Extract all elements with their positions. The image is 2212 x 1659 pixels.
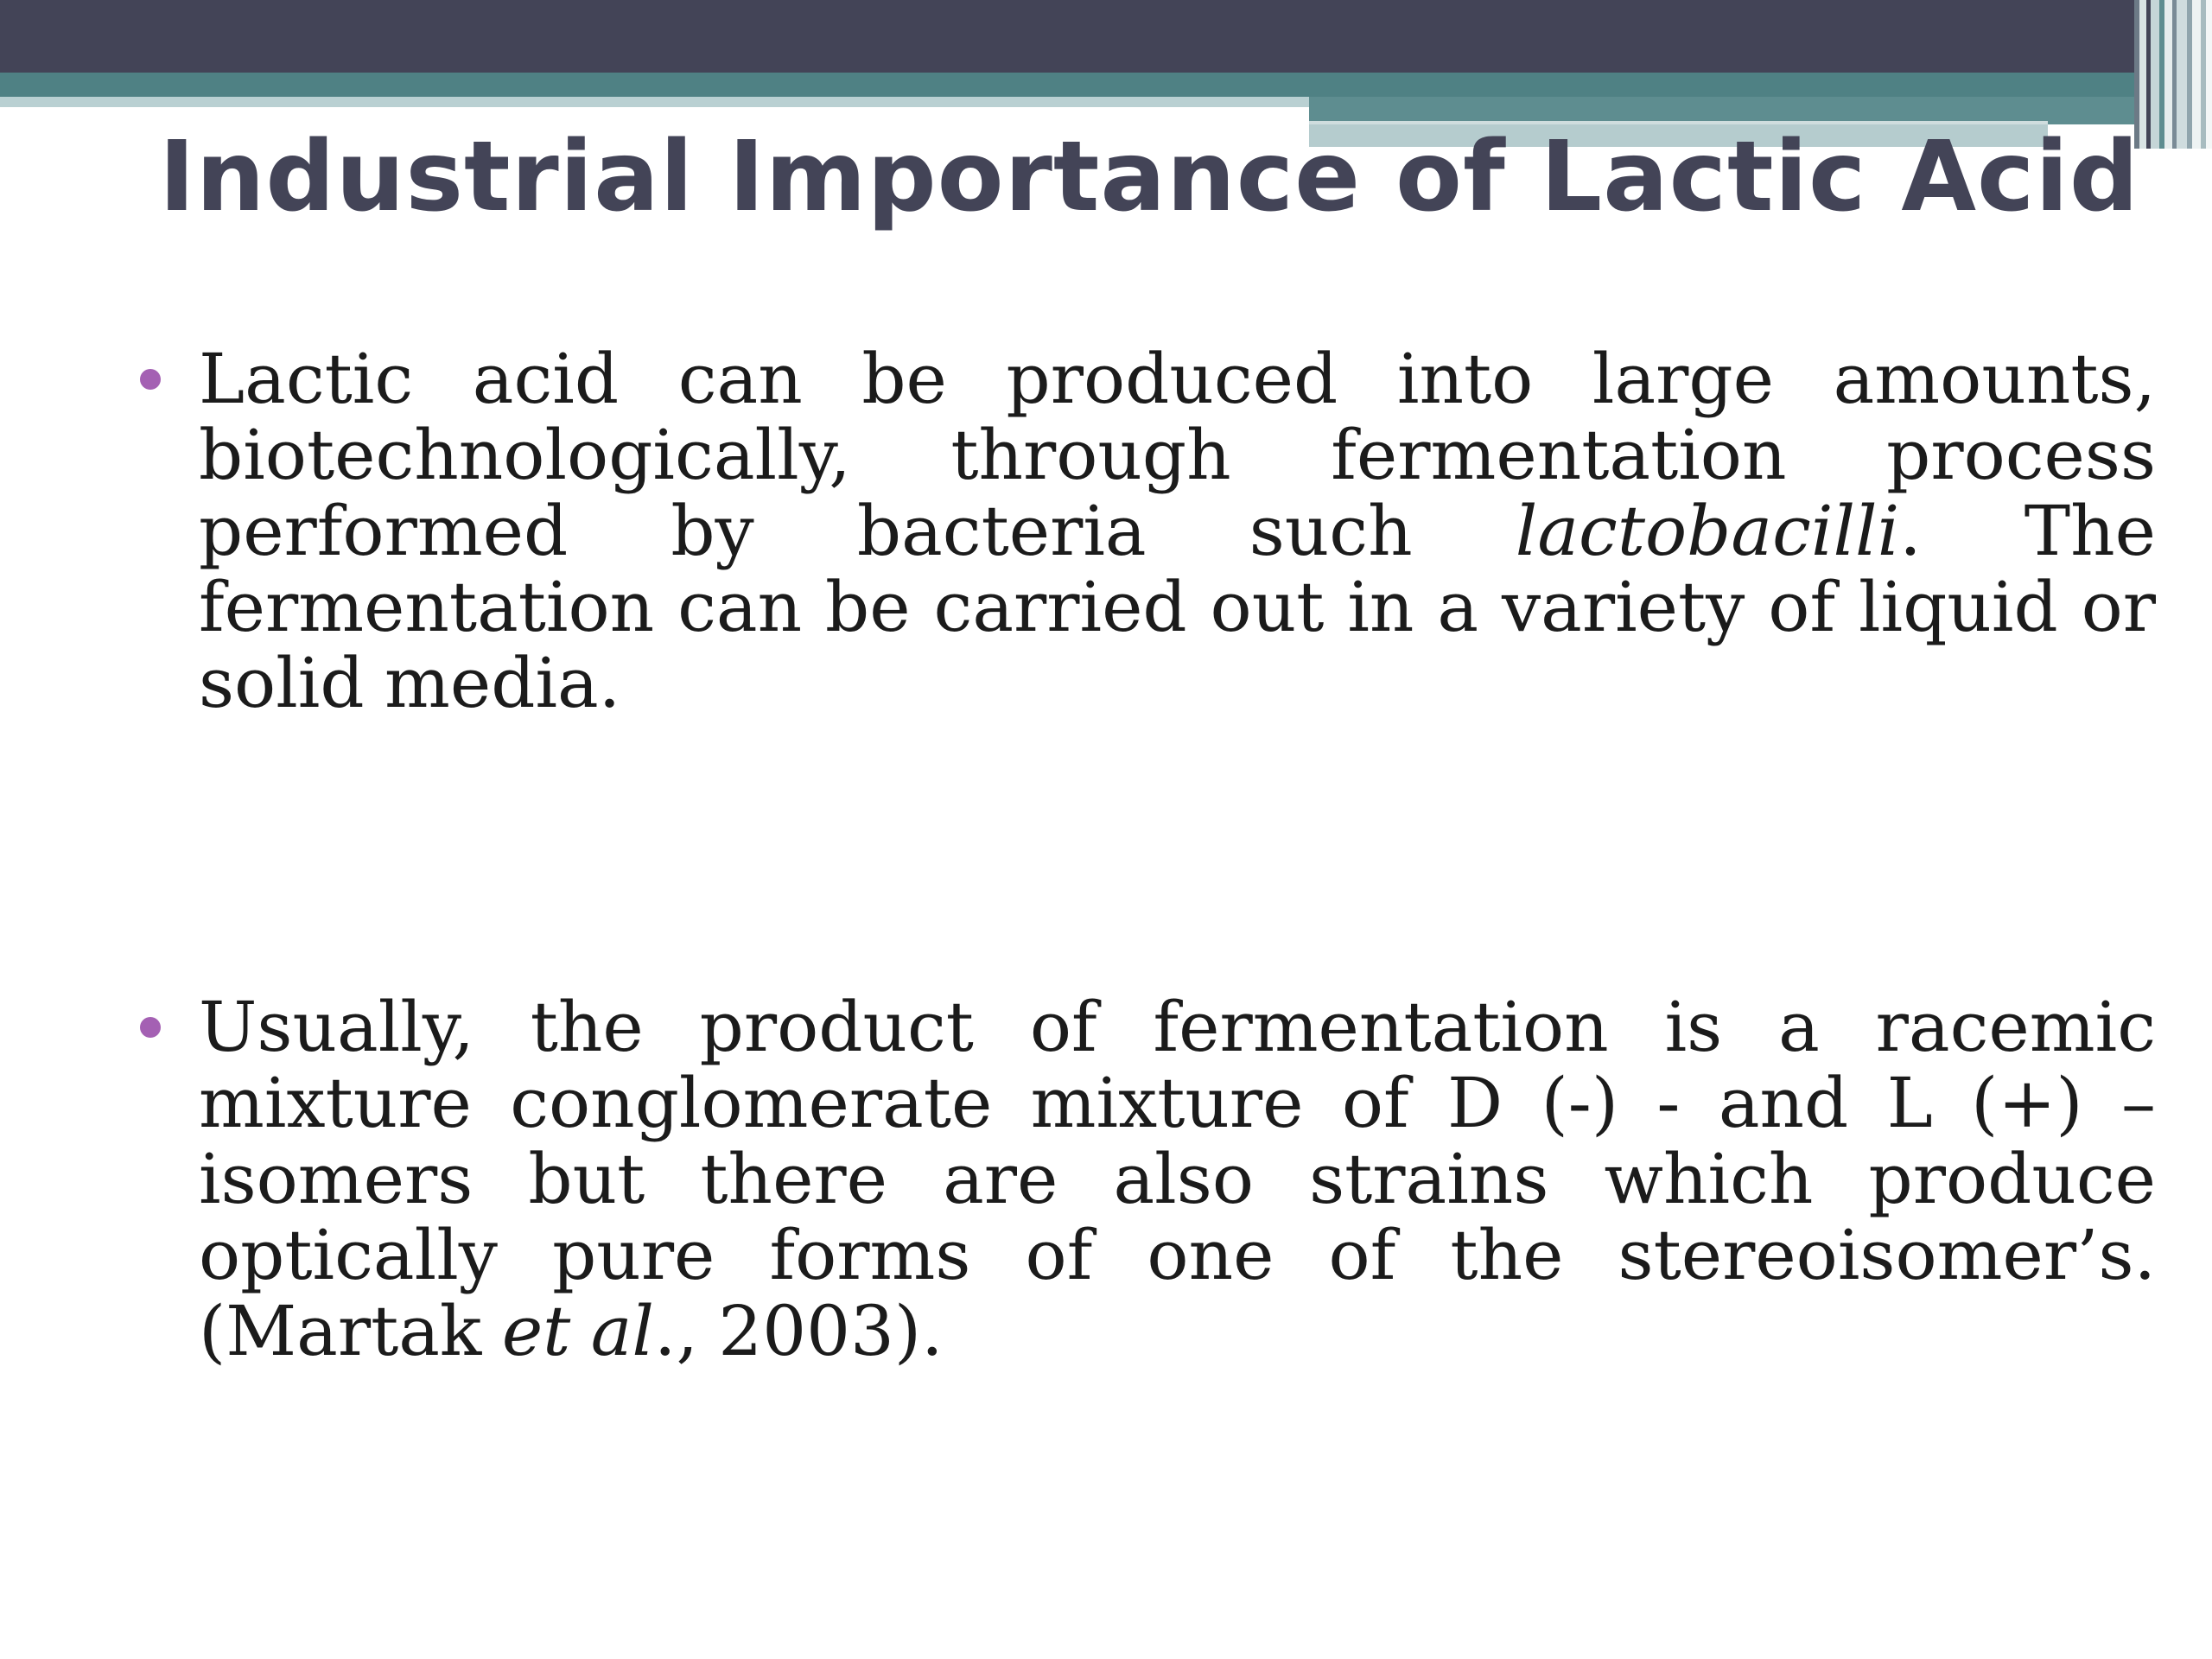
header-bar-teal <box>0 73 2134 97</box>
bullet-item <box>130 341 2156 721</box>
bullet-text: Usually, the product of fermentation is a racemic mixture conglomerate mixture of D (-) - and L (+) – isomers but there are also strains which produce optically pure forms of one of the stereoisomer’s. (Martak <box>199 987 2156 1371</box>
bullet-italic-term: lactobacilli <box>1515 491 1900 571</box>
bullet-list <box>130 341 2156 1370</box>
header-bar-dark <box>0 0 2212 73</box>
bullet-text-end: . The fermentation can be carried out in a variety of liquid or solid media. <box>199 491 2156 723</box>
bullet-text: Lactic acid can be produced into large amounts, biotechnologically, through fermentation process performed by bacteria such <box>199 339 2156 571</box>
bullet-italic-term: et al <box>501 1291 655 1371</box>
bullet-text-end: ., 2003). <box>654 1291 944 1371</box>
header-bar-pale-left <box>0 97 1309 107</box>
slide-title: Industrial Importance of Lactic Acid <box>159 121 2139 233</box>
bullet-dot-icon <box>140 369 161 390</box>
bullet-item <box>130 989 2156 1370</box>
bullet-dot-icon <box>140 1017 161 1038</box>
